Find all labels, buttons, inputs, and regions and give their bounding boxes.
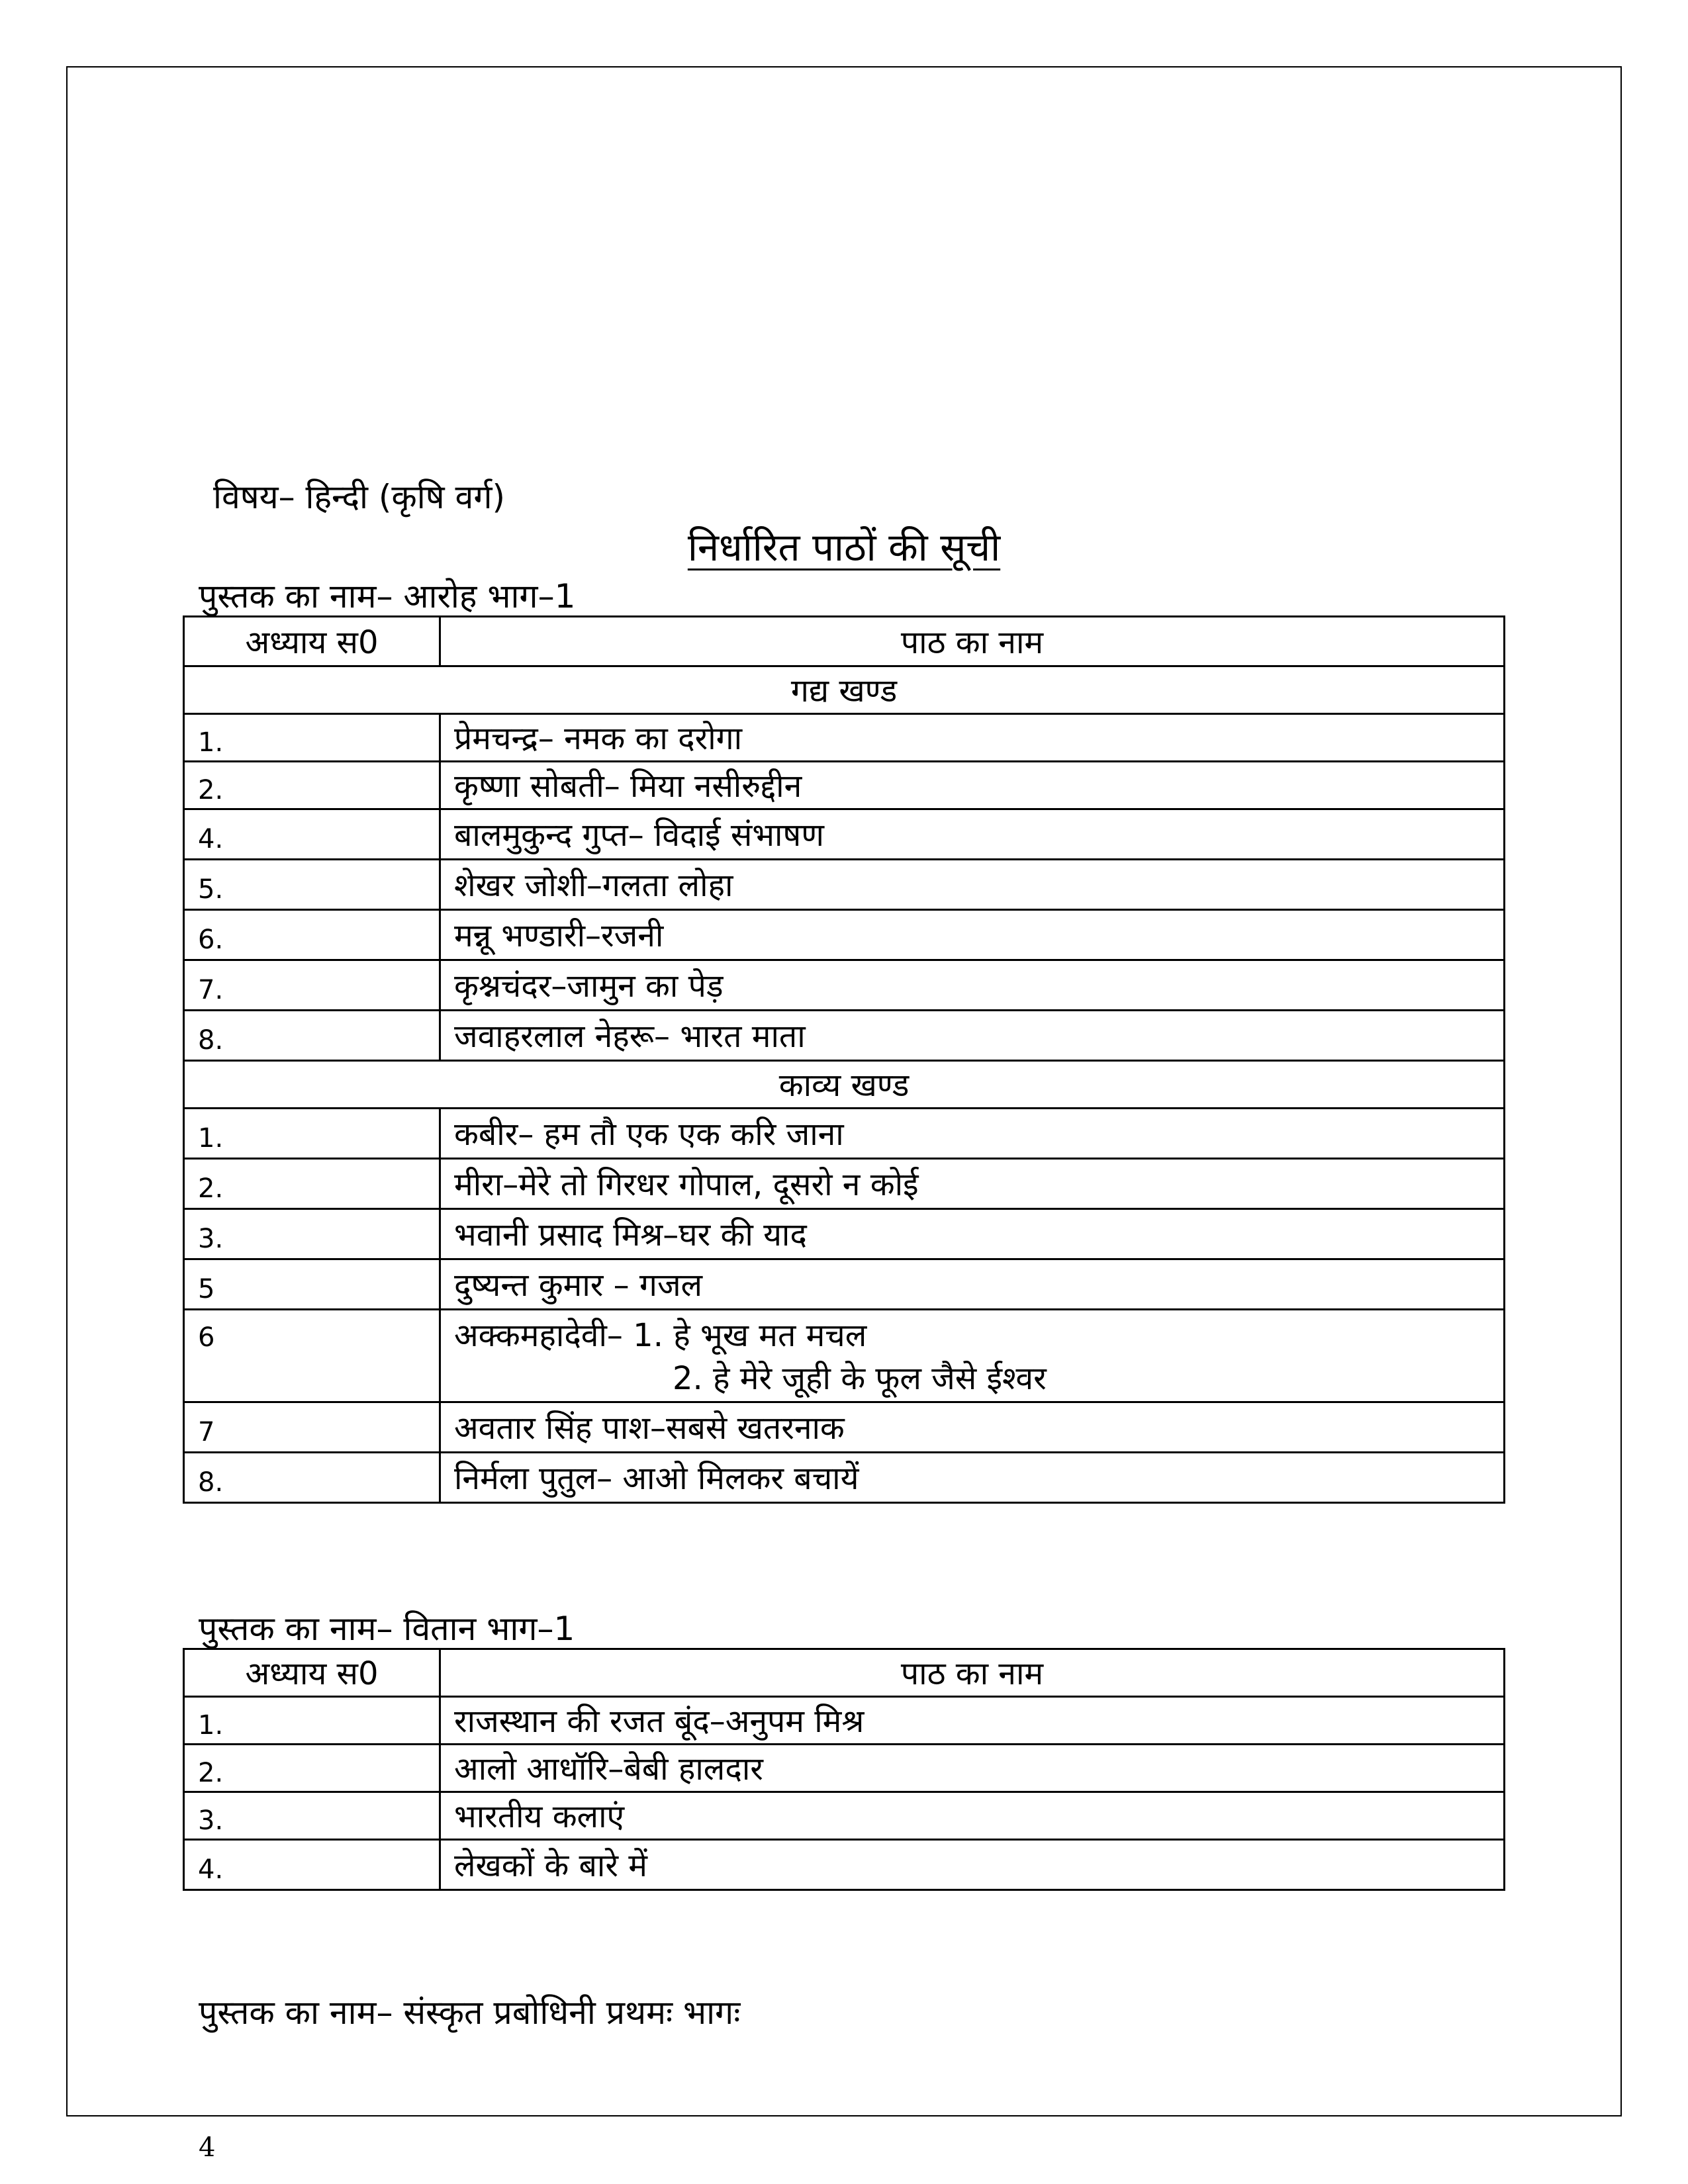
lesson-title: कृश्नचंदर–जामुन का पेड़ [440, 960, 1505, 1011]
table-row [184, 910, 1505, 960]
chapter-number: 4. [184, 809, 440, 860]
table-row [184, 1011, 1505, 1061]
subject-label: विषय– हिन्दी (कृषि वर्ग) [213, 478, 505, 516]
table-row [184, 762, 1505, 809]
table-row [184, 1259, 1505, 1310]
section-row-prose [184, 666, 1505, 714]
lesson-title-line2: 2. हे मेरे जूही के फूल जैसे ईश्वर [673, 1359, 1047, 1397]
lesson-title: लेखकों के बारे में [440, 1840, 1505, 1890]
header-chapter-number: अध्याय स0 [184, 1649, 440, 1697]
chapter-number: 5 [184, 1259, 440, 1310]
book1-name: पुस्तक का नाम– आरोह भाग–1 [199, 577, 576, 615]
chapter-number: 4. [184, 1840, 440, 1890]
book3-name: पुस्तक का नाम– संस्कृत प्रबोधिनी प्रथमः भागः [199, 1993, 741, 2032]
table-row [184, 1745, 1505, 1792]
lesson-title: कबीर– हम तौ एक एक करि जाना [440, 1109, 1505, 1159]
table-row [184, 809, 1505, 860]
lesson-title: मन्नू भण्डारी–रजनी [440, 910, 1505, 960]
chapter-number: 8. [184, 1011, 440, 1061]
table-row [184, 860, 1505, 910]
lesson-title: बालमुकुन्द गुप्त– विदाई संभाषण [440, 809, 1505, 860]
chapter-number: 3. [184, 1209, 440, 1259]
table-row [184, 1159, 1505, 1209]
chapter-number: 2. [184, 1745, 440, 1792]
table-row [184, 1697, 1505, 1745]
lesson-title: जवाहरलाल नेहरू– भारत माता [440, 1011, 1505, 1061]
lesson-title: शेखर जोशी–गलता लोहा [440, 860, 1505, 910]
chapter-number: 6. [184, 910, 440, 960]
lesson-title: मीरा–मेरे तो गिरधर गोपाल, दूसरो न कोई [440, 1159, 1505, 1209]
section-poetry-label: काव्य खण्ड [184, 1061, 1505, 1109]
chapter-number: 3. [184, 1792, 440, 1840]
lesson-title: दुष्यन्त कुमार – गजल [440, 1259, 1505, 1310]
book2-lessons-table [183, 1648, 1505, 1891]
table-row [184, 714, 1505, 762]
chapter-number: 7. [184, 960, 440, 1011]
header-lesson-title: पाठ का नाम [440, 1649, 1505, 1697]
table-header-row [184, 1649, 1505, 1697]
page-title-text: निर्धारित पाठों की सूची [687, 525, 1001, 570]
lesson-title: आलो आधॉरि–बेबी हालदार [440, 1745, 1505, 1792]
page-title [0, 520, 1688, 572]
table-row [184, 1792, 1505, 1840]
book1-lessons-table [183, 615, 1505, 1504]
header-chapter-number: अध्याय स0 [184, 617, 440, 666]
lesson-title: राजस्थान की रजत बूंद–अनुपम मिश्र [440, 1697, 1505, 1745]
chapter-number: 5. [184, 860, 440, 910]
chapter-number: 8. [184, 1453, 440, 1503]
chapter-number: 1. [184, 1109, 440, 1159]
lesson-title-line1: अक्कमहादेवी– 1. हे भूख मत मचल [454, 1316, 867, 1354]
table-row [184, 960, 1505, 1011]
section-prose-label: गद्य खण्ड [184, 666, 1505, 714]
table-row [184, 1209, 1505, 1259]
table-row [184, 1840, 1505, 1890]
lesson-title: भारतीय कलाएं [440, 1792, 1505, 1840]
table-header-row [184, 617, 1505, 666]
lesson-title: भवानी प्रसाद मिश्र–घर की याद [440, 1209, 1505, 1259]
table-row [184, 1109, 1505, 1159]
chapter-number: 2. [184, 762, 440, 809]
section-row-poetry [184, 1061, 1505, 1109]
table-row [184, 1310, 1505, 1402]
lesson-title-multiline [440, 1310, 1505, 1402]
book2-name: पुस्तक का नाम– वितान भाग–1 [199, 1610, 575, 1648]
lesson-title: प्रेमचन्द्र– नमक का दरोगा [440, 714, 1505, 762]
chapter-number: 2. [184, 1159, 440, 1209]
page-number: 4 [199, 2132, 216, 2163]
table-row [184, 1453, 1505, 1503]
chapter-number: 7 [184, 1402, 440, 1453]
header-lesson-title: पाठ का नाम [440, 617, 1505, 666]
lesson-title: निर्मला पुतुल– आओ मिलकर बचायें [440, 1453, 1505, 1503]
table-row [184, 1402, 1505, 1453]
chapter-number: 6 [184, 1310, 440, 1402]
lesson-title: अवतार सिंह पाश–सबसे खतरनाक [440, 1402, 1505, 1453]
lesson-title: कृष्णा सोबती– मिया नसीरुद्दीन [440, 762, 1505, 809]
chapter-number: 1. [184, 1697, 440, 1745]
chapter-number: 1. [184, 714, 440, 762]
